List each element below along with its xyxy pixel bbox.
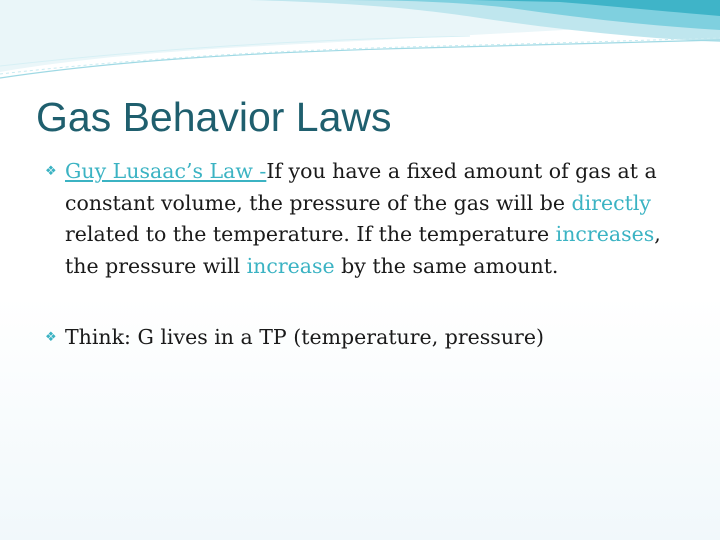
highlight-increases: increases — [555, 222, 655, 246]
highlight-directly: directly — [571, 190, 651, 215]
bullet-mnemonic — [45, 322, 685, 354]
bullet-gay-lussac-law — [45, 156, 685, 282]
bullet-text-part: related to the temperature. If the temperature — [65, 222, 556, 246]
highlight-increase: increase — [246, 253, 335, 278]
bullet-text-part: by the same amount. — [334, 253, 559, 278]
law-name: Guy Lusaac’s Law - — [65, 159, 267, 183]
ornament-bullet-icon: ❖ — [45, 164, 57, 179]
mnemonic-text: Think: G lives in a TP (temperature, pressure) — [65, 325, 544, 349]
bullet-text-part: , the pressure will — [65, 222, 661, 278]
bullet-text-part: If you have a fixed amount of gas at a constant volume, the pressure of the gas will be — [65, 159, 657, 215]
slide-title: Gas Behavior Laws — [36, 94, 392, 140]
slide-body — [45, 156, 685, 354]
bullet-spacer — [45, 282, 685, 322]
header-wave-decoration — [0, 0, 720, 100]
ornament-bullet-icon: ❖ — [45, 330, 57, 345]
